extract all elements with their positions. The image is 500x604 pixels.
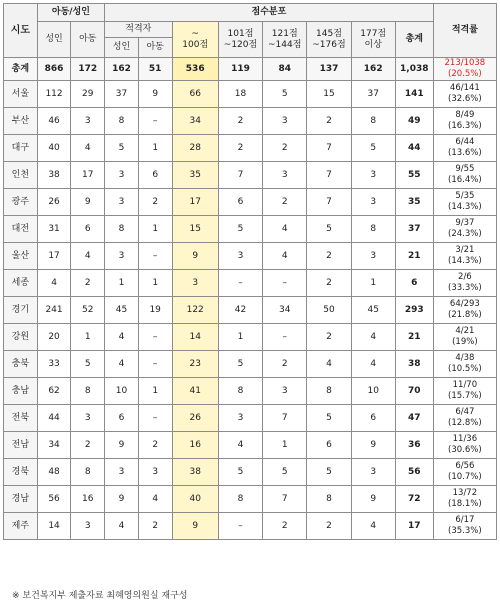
rate-cell: 4/21 (19%): [433, 324, 496, 351]
eligible-child-cell: 2: [138, 189, 172, 216]
score-distribution-header: 점수분포: [105, 4, 434, 22]
table-row: [4, 162, 497, 189]
adult-cell: 46: [37, 108, 71, 135]
eligible-child-cell: –: [138, 351, 172, 378]
band-100-cell: 35: [172, 162, 218, 189]
total-cell: 44: [395, 135, 433, 162]
band-145-176-cell: 8: [307, 378, 351, 405]
band-100-cell: 66: [172, 81, 218, 108]
band-121-144-cell: 7: [263, 405, 307, 432]
band-145-176-cell: 5: [307, 405, 351, 432]
band-145-176-cell: 7: [307, 189, 351, 216]
band-100-cell: 15: [172, 216, 218, 243]
eligible-adult-cell: 4: [105, 513, 139, 540]
eligible-adult-cell: 3: [105, 162, 139, 189]
region-cell: 울산: [4, 243, 38, 270]
child-cell: 5: [71, 351, 105, 378]
band-177-cell: 3: [351, 243, 395, 270]
band-121-144-cell: 5: [263, 459, 307, 486]
total-cell: 35: [395, 189, 433, 216]
eligible-adult-cell: 1: [105, 270, 139, 297]
eligible-adult-cell: 3: [105, 189, 139, 216]
band-121-144-cell: 7: [263, 486, 307, 513]
band-101-120-cell: 1: [218, 324, 262, 351]
adult-cell: 48: [37, 459, 71, 486]
rate-cell: 9/37 (24.3%): [433, 216, 496, 243]
child-cell: 17: [71, 162, 105, 189]
total-cell: 56: [395, 459, 433, 486]
rate-cell: 46/141 (32.6%): [433, 81, 496, 108]
band-101-120-cell: 6: [218, 189, 262, 216]
band-121-144-cell: 5: [263, 81, 307, 108]
band-177-cell: 6: [351, 405, 395, 432]
band-121-144-cell: –: [263, 270, 307, 297]
total-adult: 866: [37, 58, 71, 81]
band-177-cell: 4: [351, 351, 395, 378]
band-101-120-cell: 5: [218, 351, 262, 378]
band-145-176-cell: 5: [307, 216, 351, 243]
table-row: [4, 378, 497, 405]
eligible-child-cell: 2: [138, 513, 172, 540]
total-cell: 37: [395, 216, 433, 243]
table-row: [4, 432, 497, 459]
region-cell: 부산: [4, 108, 38, 135]
eligible-adult-cell: 5: [105, 135, 139, 162]
child-cell: 9: [71, 189, 105, 216]
band-100-cell: 17: [172, 189, 218, 216]
rate-cell: 64/293 (21.8%): [433, 297, 496, 324]
band-100-cell: 14: [172, 324, 218, 351]
region-cell: 충남: [4, 378, 38, 405]
band-101-120-cell: 4: [218, 432, 262, 459]
band-145-176-cell: 4: [307, 351, 351, 378]
eligible-child-cell: 6: [138, 162, 172, 189]
child-cell: 2: [71, 432, 105, 459]
table-row: [4, 135, 497, 162]
eligibility-table: [3, 3, 497, 540]
rate-cell: 11/70 (15.7%): [433, 378, 496, 405]
band-101-120-cell: –: [218, 513, 262, 540]
eligible-adult-cell: 3: [105, 459, 139, 486]
eligible-child-cell: 19: [138, 297, 172, 324]
band-101-120-header: 101점 ~120점: [218, 22, 262, 58]
eligible-adult-cell: 4: [105, 324, 139, 351]
eligible-child-cell: –: [138, 243, 172, 270]
eligible-adult-cell: 4: [105, 351, 139, 378]
region-cell: 전북: [4, 405, 38, 432]
total-cell: 49: [395, 108, 433, 135]
adult-cell: 17: [37, 243, 71, 270]
child-cell: 3: [71, 513, 105, 540]
region-cell: 대구: [4, 135, 38, 162]
band-145-176-cell: 2: [307, 108, 351, 135]
eligible-child-cell: 4: [138, 486, 172, 513]
total-band-121-144: 84: [263, 58, 307, 81]
rate-cell: 5/35 (14.3%): [433, 189, 496, 216]
total-rate: 213/1038 (20.5%): [433, 58, 496, 81]
table-row: [4, 243, 497, 270]
total-header: 총계: [395, 22, 433, 58]
band-101-120-cell: 3: [218, 243, 262, 270]
child-cell: 3: [71, 405, 105, 432]
table-row: [4, 297, 497, 324]
region-cell: 경기: [4, 297, 38, 324]
rate-cell: 13/72 (18.1%): [433, 486, 496, 513]
band-100-cell: 28: [172, 135, 218, 162]
band-121-144-cell: 2: [263, 351, 307, 378]
adult-cell: 26: [37, 189, 71, 216]
band-177-header: 177점 이상: [351, 22, 395, 58]
band-100-cell: 26: [172, 405, 218, 432]
table-row: [4, 81, 497, 108]
band-177-cell: 37: [351, 81, 395, 108]
region-cell: 경북: [4, 459, 38, 486]
child-cell: 52: [71, 297, 105, 324]
band-100-cell: 16: [172, 432, 218, 459]
eligible-child-cell: 1: [138, 270, 172, 297]
total-eligible-adult: 162: [105, 58, 139, 81]
table-row: [4, 324, 497, 351]
eligible-adult-header: 성인: [105, 38, 139, 58]
total-cell: 55: [395, 162, 433, 189]
child-cell: 4: [71, 135, 105, 162]
total-cell: 36: [395, 432, 433, 459]
child-cell: 2: [71, 270, 105, 297]
band-101-120-cell: –: [218, 270, 262, 297]
child-cell: 4: [71, 243, 105, 270]
band-145-176-cell: 50: [307, 297, 351, 324]
band-121-144-cell: 4: [263, 243, 307, 270]
total-label: 총계: [4, 58, 38, 81]
region-header: 시도: [4, 4, 38, 58]
total-cell: 17: [395, 513, 433, 540]
band-101-120-cell: 5: [218, 216, 262, 243]
band-145-176-cell: 8: [307, 486, 351, 513]
band-145-176-cell: 2: [307, 270, 351, 297]
total-band-177: 162: [351, 58, 395, 81]
rate-cell: 3/21 (14.3%): [433, 243, 496, 270]
band-177-cell: 8: [351, 216, 395, 243]
rate-cell: 8/49 (16.3%): [433, 108, 496, 135]
band-101-120-cell: 42: [218, 297, 262, 324]
table-row: [4, 513, 497, 540]
table-row: [4, 486, 497, 513]
region-cell: 경남: [4, 486, 38, 513]
eligible-adult-cell: 9: [105, 486, 139, 513]
band-177-cell: 9: [351, 432, 395, 459]
table-row: [4, 405, 497, 432]
region-cell: 인천: [4, 162, 38, 189]
eligible-child-cell: 2: [138, 432, 172, 459]
band-101-120-cell: 2: [218, 108, 262, 135]
header-row-1: [4, 4, 497, 22]
total-cell: 47: [395, 405, 433, 432]
adult-cell: 33: [37, 351, 71, 378]
band-121-144-header: 121점 ~144점: [263, 22, 307, 58]
header-row-2: [4, 22, 497, 38]
child-cell: 8: [71, 378, 105, 405]
eligible-adult-cell: 37: [105, 81, 139, 108]
band-101-120-cell: 2: [218, 135, 262, 162]
band-145-176-cell: 6: [307, 432, 351, 459]
adult-cell: 14: [37, 513, 71, 540]
adult-cell: 44: [37, 405, 71, 432]
adult-cell: 4: [37, 270, 71, 297]
eligible-adult-cell: 8: [105, 108, 139, 135]
region-cell: 서울: [4, 81, 38, 108]
table-row: [4, 189, 497, 216]
band-177-cell: 3: [351, 189, 395, 216]
region-cell: 충북: [4, 351, 38, 378]
band-177-cell: 9: [351, 486, 395, 513]
band-121-144-cell: –: [263, 324, 307, 351]
rate-cell: 6/47 (12.8%): [433, 405, 496, 432]
band-121-144-cell: 1: [263, 432, 307, 459]
adult-cell: 34: [37, 432, 71, 459]
total-band-101-120: 119: [218, 58, 262, 81]
band-177-cell: 8: [351, 108, 395, 135]
total-total: 1,038: [395, 58, 433, 81]
total-cell: 70: [395, 378, 433, 405]
band-145-176-cell: 15: [307, 81, 351, 108]
adult-cell: 62: [37, 378, 71, 405]
band-121-144-cell: 3: [263, 378, 307, 405]
band-177-cell: 4: [351, 513, 395, 540]
child-cell: 29: [71, 81, 105, 108]
region-cell: 제주: [4, 513, 38, 540]
band-100-cell: 3: [172, 270, 218, 297]
band-145-176-cell: 7: [307, 162, 351, 189]
eligible-child-cell: –: [138, 108, 172, 135]
adult-cell: 38: [37, 162, 71, 189]
eligible-adult-cell: 3: [105, 243, 139, 270]
region-cell: 강원: [4, 324, 38, 351]
eligible-adult-cell: 6: [105, 405, 139, 432]
total-cell: 21: [395, 324, 433, 351]
region-cell: 전남: [4, 432, 38, 459]
eligible-child-cell: 3: [138, 459, 172, 486]
child-cell: 8: [71, 459, 105, 486]
adult-cell: 31: [37, 216, 71, 243]
total-band-100: 536: [172, 58, 218, 81]
table-row: [4, 351, 497, 378]
band-121-144-cell: 2: [263, 513, 307, 540]
total-cell: 38: [395, 351, 433, 378]
child-cell: 16: [71, 486, 105, 513]
child-header: 아동: [71, 22, 105, 58]
rate-header: 적격률: [433, 4, 496, 58]
total-band-145-176: 137: [307, 58, 351, 81]
band-121-144-cell: 3: [263, 108, 307, 135]
region-cell: 대전: [4, 216, 38, 243]
eligible-child-cell: 1: [138, 378, 172, 405]
band-101-120-cell: 5: [218, 459, 262, 486]
adult-child-header: 아동/성인: [37, 4, 104, 22]
total-child: 172: [71, 58, 105, 81]
band-101-120-cell: 3: [218, 405, 262, 432]
band-177-cell: 45: [351, 297, 395, 324]
eligible-adult-cell: 10: [105, 378, 139, 405]
rate-cell: 2/6 (33.3%): [433, 270, 496, 297]
band-100-cell: 9: [172, 513, 218, 540]
band-145-176-header: 145점 ~176점: [307, 22, 351, 58]
rate-cell: 6/17 (35.3%): [433, 513, 496, 540]
rate-cell: 6/44 (13.6%): [433, 135, 496, 162]
total-cell: 72: [395, 486, 433, 513]
band-145-176-cell: 2: [307, 324, 351, 351]
band-145-176-cell: 2: [307, 513, 351, 540]
band-100-cell: 23: [172, 351, 218, 378]
eligible-child-cell: 1: [138, 216, 172, 243]
child-cell: 6: [71, 216, 105, 243]
table-row: [4, 108, 497, 135]
band-121-144-cell: 34: [263, 297, 307, 324]
band-100-cell: 122: [172, 297, 218, 324]
band-101-120-cell: 8: [218, 486, 262, 513]
band-101-120-cell: 18: [218, 81, 262, 108]
band-100-cell: 40: [172, 486, 218, 513]
band-121-144-cell: 4: [263, 216, 307, 243]
band-177-cell: 5: [351, 135, 395, 162]
eligible-header: 적격자: [105, 22, 172, 38]
region-cell: 광주: [4, 189, 38, 216]
total-cell: 21: [395, 243, 433, 270]
band-121-144-cell: 3: [263, 162, 307, 189]
adult-cell: 241: [37, 297, 71, 324]
total-cell: 141: [395, 81, 433, 108]
table-row: [4, 459, 497, 486]
rate-cell: 6/56 (10.7%): [433, 459, 496, 486]
band-177-cell: 4: [351, 324, 395, 351]
rate-cell: 4/38 (10.5%): [433, 351, 496, 378]
region-cell: 세종: [4, 270, 38, 297]
band-100-cell: 41: [172, 378, 218, 405]
band-100-cell: 9: [172, 243, 218, 270]
band-177-cell: 10: [351, 378, 395, 405]
band-145-176-cell: 2: [307, 243, 351, 270]
band-100-cell: 34: [172, 108, 218, 135]
band-121-144-cell: 2: [263, 189, 307, 216]
eligible-adult-cell: 9: [105, 432, 139, 459]
band-101-120-cell: 8: [218, 378, 262, 405]
adult-cell: 56: [37, 486, 71, 513]
band-121-144-cell: 2: [263, 135, 307, 162]
child-cell: 3: [71, 108, 105, 135]
total-cell: 293: [395, 297, 433, 324]
eligible-child-header: 아동: [138, 38, 172, 58]
rate-cell: 11/36 (30.6%): [433, 432, 496, 459]
band-100-cell: 38: [172, 459, 218, 486]
eligible-child-cell: 9: [138, 81, 172, 108]
band-177-cell: 1: [351, 270, 395, 297]
table-row: [4, 216, 497, 243]
child-cell: 1: [71, 324, 105, 351]
total-eligible-child: 51: [138, 58, 172, 81]
adult-header: 성인: [37, 22, 71, 58]
eligible-child-cell: –: [138, 405, 172, 432]
total-row: [4, 58, 497, 81]
band-177-cell: 3: [351, 459, 395, 486]
total-cell: 6: [395, 270, 433, 297]
eligible-adult-cell: 8: [105, 216, 139, 243]
adult-cell: 40: [37, 135, 71, 162]
footnote: ※ 보건복지부 제출자료 최혜영의원실 재구성: [12, 591, 188, 601]
eligible-child-cell: –: [138, 324, 172, 351]
band-145-176-cell: 7: [307, 135, 351, 162]
table-row: [4, 270, 497, 297]
adult-cell: 112: [37, 81, 71, 108]
eligible-child-cell: 1: [138, 135, 172, 162]
adult-cell: 20: [37, 324, 71, 351]
band-145-176-cell: 5: [307, 459, 351, 486]
band-177-cell: 3: [351, 162, 395, 189]
eligible-adult-cell: 45: [105, 297, 139, 324]
rate-cell: 9/55 (16.4%): [433, 162, 496, 189]
band-100-header: ~ 100점: [172, 22, 218, 58]
band-101-120-cell: 7: [218, 162, 262, 189]
